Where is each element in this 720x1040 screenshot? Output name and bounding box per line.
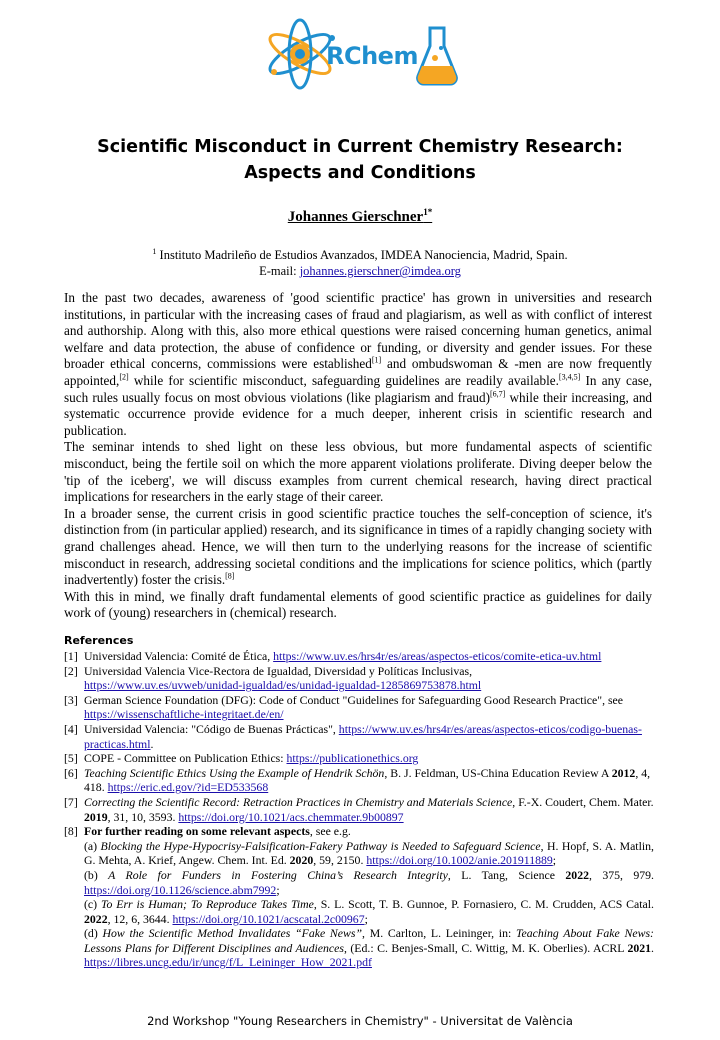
ref-heading: For further reading on some relevant aspects [84, 824, 310, 839]
ref-text [84, 824, 654, 839]
reference-subitem [84, 868, 654, 897]
ref-body: , 375, 979. [588, 867, 654, 882]
reference-item [64, 649, 654, 664]
sub-lead: (a) [84, 838, 101, 853]
ref-number: [7] [64, 794, 78, 809]
author-sup: 1* [423, 207, 433, 217]
title-line-1: Scientific Misconduct in Current Chemistry Research: [97, 137, 623, 157]
ref-body: , (Ed.: C. Benjes-Small, C. Wittig, M. K. Oberlies). ACRL [343, 940, 628, 955]
references-heading: References [64, 634, 134, 647]
ref-number: [1] [64, 649, 78, 663]
affiliation-text: Instituto Madrileño de Estudios Avanzados, IMDEA Nanociencia, Madrid, Spain. [159, 248, 568, 263]
ref-link[interactable]: https://libres.uncg.edu/ir/uncg/f/L_Leininger_How_2021.pdf [84, 955, 372, 970]
p1-text-c: while for scientific misconduct, safeguarding guidelines are readily available. [128, 372, 559, 388]
ref-body: . [651, 940, 654, 955]
ref-body: , H. Hopf, S. A. Matlin, G. Mehta, A. Krief, Angew. Chem. Int. Ed. [84, 838, 654, 868]
paragraph-4: With this in mind, we finally draft fundamental elements of good scientific practice as guidelines for daily work of (young) researchers in (chemical) research. [64, 588, 652, 621]
ref-link[interactable]: https://doi.org/10.1021/acscatal.2c00967 [172, 911, 365, 926]
ref-text [84, 751, 654, 766]
ref-body: Universidad Valencia Vice-Rectora de Igualdad, Diversidad y Políticas Inclusivas, [84, 663, 473, 678]
ref-number: [6] [64, 765, 78, 780]
title-line-2: Aspects and Conditions [244, 163, 476, 183]
ref-title: Teaching Scientific Ethics Using the Example of Hendrik Schön [84, 765, 385, 780]
reference-item [64, 751, 654, 766]
ref-body: COPE - Committee on Publication Ethics: [84, 751, 287, 766]
ref-link[interactable]: https://doi.org/10.1021/acs.chemmater.9b00897 [178, 809, 404, 824]
reference-subitem [84, 897, 654, 926]
ref-link[interactable]: https://eric.ed.gov/?id=ED533568 [107, 780, 269, 795]
affiliation [0, 244, 720, 279]
ref-link[interactable]: https://wissenschaftliche-integritaet.de/en/ [84, 707, 284, 722]
p1-text-a: In the past two decades, awareness of 'good scientific practice' has grown in universities and research institutions, in particular with the increasing cases of fraud and plagiarism, as well as with conflict of interest and authorship. Along with this, also more ethical questions were raised concerning human genetics, animal welfare and data protection, the abuse of confidence or funding, or diversity and gender issues. For these broader ethical concerns, commissions were established [64, 290, 652, 372]
ref-body: , 59, 2150. [313, 853, 367, 868]
ref-text [84, 766, 654, 795]
ref-year: 2012 [611, 765, 636, 780]
ref-number: [4] [64, 721, 78, 736]
ref-title: A Role for Funders in Fostering China’s Research Integrity [108, 867, 448, 882]
ref-link[interactable]: https://publicationethics.org [286, 751, 419, 766]
email-link[interactable]: johannes.gierschner@imdea.org [299, 264, 461, 279]
ref-body: , 12, 6, 3644. [107, 911, 173, 926]
ref-title: To Err is Human; To Reproduce Takes Time [100, 897, 314, 912]
sub-lead: (b) [84, 867, 109, 882]
ref-number: [5] [64, 751, 78, 766]
p3-text: In a broader sense, the current crisis in good scientific practice touches the self-conception of science, it's distinction from (in particular applied) research, and its significance in times of a rapidly changing society with grand challenges ahead. Hence, we will then turn to the underlying reasons for the increase of scientific misconduct in research, addressing societal conditions and the implications for science politics, which (partly inadvertently) foster the crisis. [64, 505, 652, 588]
ref-link[interactable]: https://doi.org/10.1126/science.abm7992 [84, 882, 277, 897]
reference-item [64, 766, 654, 795]
ref-tail: ; [364, 911, 368, 926]
ref-body: , B. J. Feldman, US-China Education Review A [384, 765, 612, 780]
citation-sup: [2] [119, 372, 129, 382]
paragraph-3 [64, 506, 652, 589]
ref-body: Universidad Valencia: "Código de Buenas Prácticas", [84, 721, 339, 736]
affiliation-line [0, 244, 720, 263]
affiliation-sup: 1 [152, 247, 157, 256]
ref-title: Correcting the Scientific Record: Retraction Practices in Chemistry and Materials Science [84, 794, 513, 809]
references-list [64, 649, 654, 970]
logo-text: RChem [326, 42, 418, 70]
email-label: E-mail: [259, 264, 297, 279]
ref-body: , L. Tang, Science [447, 867, 566, 882]
p1-text-e: while their increasing, and systematic occurrence provide evidence for a much deeper, inherent crisis in scientific research and publication. [64, 389, 653, 438]
ref-link[interactable]: https://www.uv.es/uvweb/unidad-igualdad/es/unidad-igualdad-1285869753878.html [84, 678, 482, 693]
ref-tail: ; [276, 882, 280, 897]
abstract-body [64, 290, 652, 622]
ref-link[interactable]: https://www.uv.es/hrs4r/es/areas/aspectos-eticos/comite-etica-uv.html [273, 649, 602, 663]
ref-link[interactable]: https://www.uv.es/hrs4r/es/areas/aspectos-eticos/codigo-buenas-practicas.html [84, 721, 642, 751]
reference-subitem [84, 839, 654, 868]
ref-tail: . [150, 736, 154, 751]
ref-number: [8] [64, 824, 78, 839]
reference-subitem [84, 926, 654, 970]
citation-sup: [6,7] [490, 389, 506, 399]
reference-item [64, 722, 654, 751]
ref-tail: ; [552, 853, 557, 868]
page-title [40, 134, 680, 186]
paragraph-1 [64, 290, 652, 439]
reference-item [64, 795, 654, 824]
sub-lead: (d) [84, 926, 103, 941]
ref-text [84, 722, 654, 751]
ref-body: German Science Foundation (DFG): Code of Conduct "Guidelines for Safeguarding Good Research Practice", see [84, 692, 624, 707]
ref-year: 2022 [565, 867, 589, 882]
p1-text-b: and ombudswoman & -men are now frequently appointed, [64, 356, 652, 388]
ref-body: , 31, 10, 3593. [107, 809, 179, 824]
ref-text [84, 649, 654, 664]
ref-body: , see e.g. [309, 824, 351, 839]
ref-year: 2022 [84, 911, 108, 926]
ref-body: , S. L. Scott, T. B. Gunnoe, P. Fornasiero, C. M. Crudden, ACS Catal. [313, 897, 654, 912]
ref-book-title: Teaching About Fake News: Lessons Plans for Different Disciplines and Audiences [84, 926, 654, 955]
ref-body: , F.-X. Coudert, Chem. Mater. [512, 794, 654, 809]
p1-text-d: In any case, such rules usually focus on most obvious violations (like plagiarism and fraud) [64, 372, 652, 405]
citation-sup: [8] [225, 571, 235, 581]
ref-body: Universidad Valencia: Comité de Ética, [84, 649, 274, 663]
email-line [0, 263, 720, 279]
page-footer: 2nd Workshop "Young Researchers in Chemistry" - Universitat de València [147, 1014, 573, 1028]
ref-number: [2] [64, 663, 78, 678]
ref-body: , 4, 418. [84, 765, 651, 795]
ref-number: [3] [64, 692, 78, 707]
citation-sup: [1] [371, 355, 382, 365]
ref-title: Blocking the Hype-Hypocrisy-Falsification-Fakery Pathway is Needed to Safeguard Science [100, 838, 541, 853]
author [0, 207, 720, 226]
rchem-logo [262, 18, 462, 92]
ref-text [84, 693, 654, 722]
author-name: Johannes Gierschner [287, 209, 424, 225]
ref-text [84, 795, 654, 824]
ref-body: , M. Carlton, L. Leininger, in: [362, 926, 516, 941]
reference-item [64, 824, 654, 839]
ref-year: 2019 [84, 809, 108, 824]
reference-item [64, 693, 654, 722]
reference-item [64, 664, 654, 693]
citation-sup: [3,4,5] [558, 372, 581, 382]
paragraph-2: The seminar intends to shed light on these less obvious, but more fundamental aspects of scientific misconduct, being the fertile soil on which the more apparent violations proliferate. Diving deeper below the 'tip of the iceberg', we will discuss examples from current chemical research, having direct practical implications for researchers in the early stage of their career. [64, 439, 652, 505]
ref-text [84, 664, 654, 693]
ref-title: How the Scientific Method Invalidates “Fake News” [102, 926, 363, 941]
sub-lead: (c) [84, 897, 101, 912]
ref-year: 2021 [627, 940, 652, 955]
ref-link[interactable]: https://doi.org/10.1002/anie.201911889 [366, 853, 553, 868]
ref-year: 2020 [289, 853, 314, 868]
